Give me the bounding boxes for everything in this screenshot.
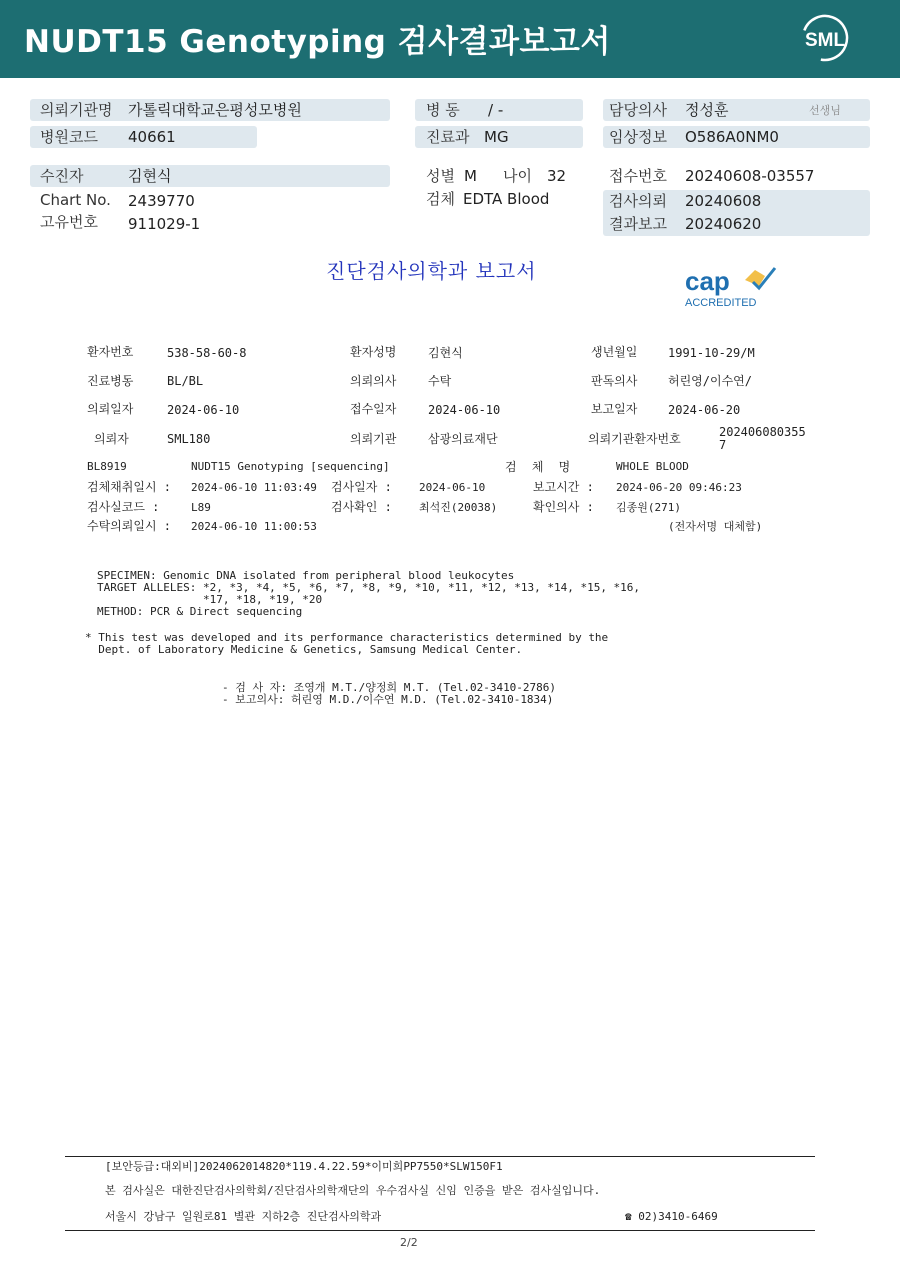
department-value: MG: [484, 128, 509, 146]
grid-value: 1991-10-29/M: [668, 346, 755, 360]
grid-value: SML180: [167, 432, 211, 446]
page-title: NUDT15 Genotyping 검사결과보고서: [24, 24, 611, 60]
method-line: *17, *18, *19, *20: [97, 593, 323, 606]
lab-code-label: 검사실코드 :: [87, 500, 160, 514]
security-line: [보안등급:대외비]2024062014820*119.4.22.59*이미희PP7550*SLW150F1: [105, 1160, 503, 1173]
institution-value: 가톨릭대학교은평성모병원: [128, 101, 302, 119]
grid-value: 수탁: [428, 374, 452, 388]
phone-line: ☎ 02)3410-6469: [625, 1210, 718, 1223]
test-date-label: 검사일자 :: [331, 480, 392, 494]
consign-value: 2024-06-10 11:00:53: [191, 520, 317, 533]
report-time-value: 2024-06-20 09:46:23: [616, 481, 742, 494]
ward-value: / -: [488, 101, 504, 119]
grid-value: 2024-06-10: [428, 403, 501, 417]
report-time-label: 보고시간 :: [533, 480, 594, 494]
cap-text: cap: [685, 266, 730, 296]
grid-value: 2024-06-10: [167, 403, 240, 417]
verify-value: 최석진(20038): [419, 501, 498, 514]
cap-accredited-logo: [683, 262, 783, 312]
grid-label: 환자성명: [350, 345, 397, 359]
institution-label: 의뢰기관명: [40, 101, 113, 119]
grid-label: 보고일자: [591, 402, 638, 416]
hospital-code-label: 병원코드: [40, 128, 98, 146]
report-header: [0, 0, 900, 78]
grid-label: 의뢰의사: [350, 374, 397, 388]
cap-accredited-text: ACCREDITED: [685, 297, 757, 309]
grid-label: 진료병동: [87, 374, 134, 388]
confirm-label: 확인의사 :: [533, 500, 594, 514]
clinical-value: O586A0NM0: [685, 128, 779, 146]
department-label: 진료과: [426, 128, 470, 146]
grid-label: 환자번호: [87, 345, 134, 359]
grid-label: 생년월일: [591, 345, 638, 359]
logo-text: SML: [804, 30, 846, 51]
address-line: 서울시 강남구 일원로81 별관 지하2층 진단검사의학과: [105, 1210, 382, 1223]
grid-value: 538-58-60-8: [167, 346, 247, 360]
chart-value: 2439770: [128, 192, 195, 210]
hospital-code-value: 40661: [128, 128, 176, 146]
age-label: 나이: [503, 167, 532, 185]
staff-line: - 검 사 자: 조영개 M.T./양정희 M.T. (Tel.02-3410-2786): [222, 681, 557, 694]
grid-label: 의뢰자: [94, 432, 129, 446]
sex-value: M: [464, 167, 477, 185]
method-line: SPECIMEN: Genomic DNA isolated from peripheral blood leukocytes: [97, 569, 515, 582]
grid-label: 접수일자: [350, 402, 397, 416]
grid-value: 2024-06-20: [668, 403, 741, 417]
grid-label: 의뢰기관: [350, 432, 397, 446]
patient-label: 수진자: [40, 167, 84, 185]
grid-value-cont: 7: [719, 438, 727, 452]
footer-bottom-rule: [65, 1230, 815, 1231]
specimen-label: 검체: [426, 190, 455, 208]
lab-code-value: L89: [191, 501, 211, 514]
patient-value: 김현식: [128, 167, 172, 185]
specimen-name-value: WHOLE BLOOD: [616, 460, 689, 473]
sex-label: 성별: [426, 167, 455, 185]
grid-value: BL/BL: [167, 374, 204, 388]
test-date-value: 2024-06-10: [419, 481, 486, 494]
method-line: TARGET ALLELES: *2, *3, *4, *5, *6, *7, *8, *9, *10, *11, *12, *13, *14, *15, *16,: [97, 581, 641, 594]
ward-label: 병 동: [426, 101, 460, 119]
report-date-label: 결과보고: [609, 215, 667, 233]
accession-label: 접수번호: [609, 167, 667, 185]
id-number-value: 911029-1: [128, 215, 201, 233]
consign-label: 수탁의뢰일시 :: [87, 519, 172, 533]
collect-value: 2024-06-10 11:03:49: [191, 481, 317, 494]
grid-value: 202406080355: [719, 425, 806, 439]
note-line: Dept. of Laboratory Medicine & Genetics, Samsung Medical Center.: [85, 643, 523, 656]
sml-logo: [800, 13, 850, 63]
grid-value: 삼광의료재단: [428, 432, 498, 446]
report-title: 진단검사의학과 보고서: [326, 259, 537, 283]
grid-value: 허린영/이수연/: [668, 374, 753, 388]
test-code: BL8919: [87, 460, 127, 473]
accession-value: 20240608-03557: [685, 167, 815, 185]
report-date-value: 20240620: [685, 215, 762, 233]
request-date-value: 20240608: [685, 192, 762, 210]
staff-line: - 보고의사: 허린영 M.D./이수연 M.D. (Tel.02-3410-1834): [222, 693, 554, 706]
doctor-label: 담당의사: [609, 101, 667, 119]
collect-label: 검체채취일시 :: [87, 480, 172, 494]
page-number: 2/2: [400, 1236, 418, 1249]
note-line: * This test was developed and its performance characteristics determined by the: [85, 631, 609, 644]
footer-top-rule: [65, 1156, 815, 1157]
doctor-value: 정성훈: [685, 101, 729, 119]
verify-label: 검사확인 :: [331, 500, 392, 514]
doctor-suffix: 선생님: [809, 104, 841, 117]
method-line: METHOD: PCR & Direct sequencing: [97, 605, 303, 618]
grid-value: 김현식: [428, 346, 463, 360]
test-name: NUDT15 Genotyping [sequencing]: [191, 460, 390, 473]
specimen-name-label: 검 체 명: [505, 460, 575, 474]
specimen-value: EDTA Blood: [463, 190, 550, 208]
id-number-label: 고유번호: [40, 213, 98, 231]
age-value: 32: [547, 167, 567, 185]
chart-label: Chart No.: [40, 191, 111, 209]
certification-line: 본 검사실은 대한진단검사의학회/진단검사의학재단의 우수검사실 신임 인증을 받은 검사실입니다.: [105, 1184, 601, 1197]
esign-note: (전자서명 대체함): [668, 520, 763, 533]
clinical-label: 임상정보: [609, 128, 667, 146]
grid-label: 판독의사: [591, 374, 638, 388]
confirm-value: 김종원(271): [616, 501, 681, 514]
grid-label: 의뢰기관환자번호: [588, 432, 681, 446]
grid-label: 의뢰일자: [87, 402, 134, 416]
request-date-label: 검사의뢰: [609, 192, 667, 210]
bar-patient: [30, 165, 390, 187]
